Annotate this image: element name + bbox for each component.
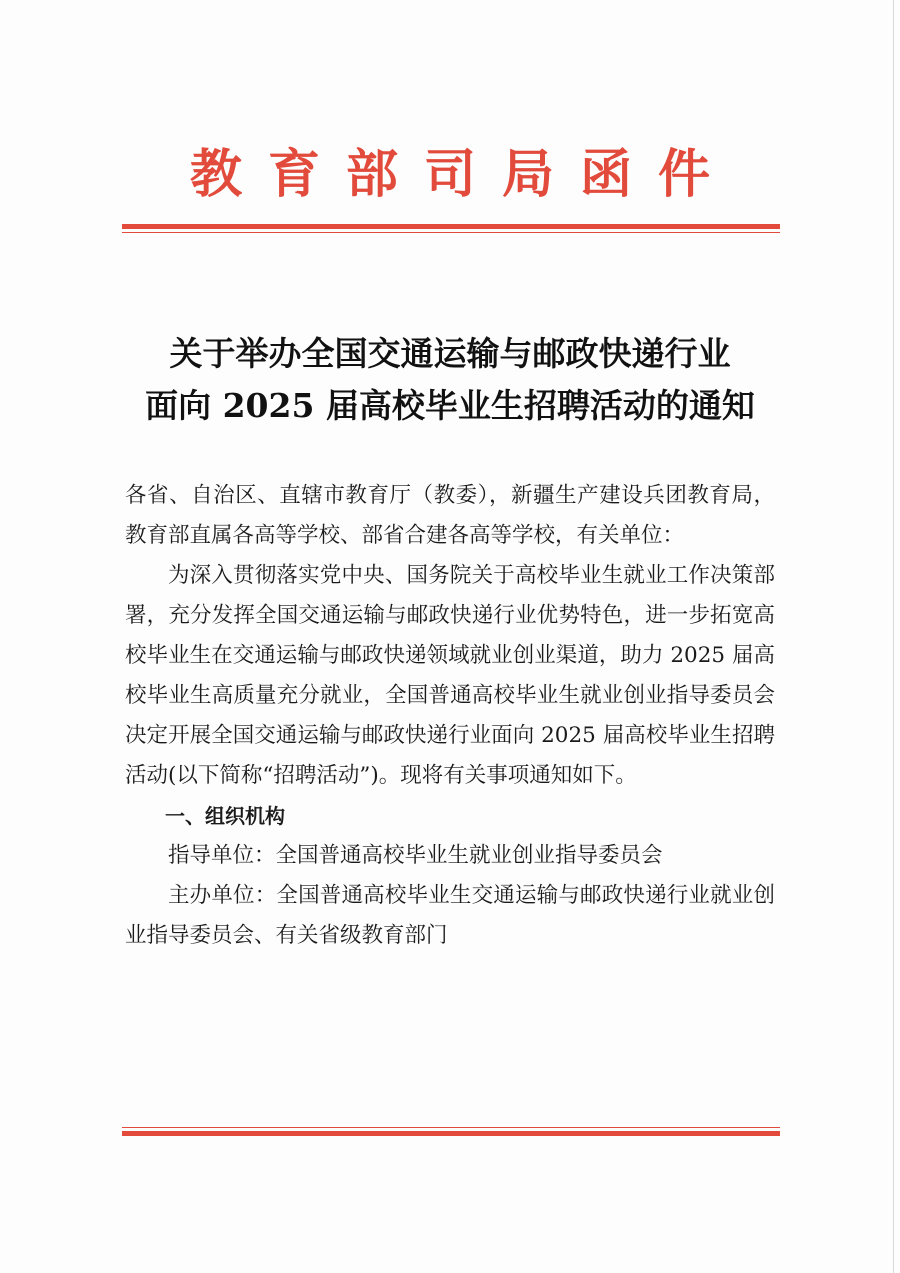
section-heading-organization: 一、组织机构	[165, 804, 285, 828]
title-line-2: 面向 2025 届高校毕业生招聘活动的通知	[145, 386, 755, 425]
addressee: 各省、自治区、直辖市教育厅（教委），新疆生产建设兵团教育局，教育部直属各高等学校、部省合建各高等学校，有关单位：	[125, 483, 775, 548]
document-body	[125, 476, 775, 956]
document-title	[0, 328, 900, 432]
host-unit: 主办单位：全国普通高校毕业生交通运输与邮政快递行业就业创业指导委员会、有关省级教育部门	[125, 883, 775, 948]
intro-paragraph: 为深入贯彻落实党中央、国务院关于高校毕业生就业工作决策部署，充分发挥全国交通运输与邮政快递行业优势特色，进一步拓宽高校毕业生在交通运输与邮政快递领域就业创业渠道，助力 2025 届高校毕业生高质量充分就业，全国普通高校毕业生就业创业指导委员会决定开展全国交通运输与邮政快递行业面向 2025 届高校毕业生招聘活动(以下简称“招聘活动”)。现将有关事项通知如下。	[125, 563, 775, 788]
guide-unit: 指导单位：全国普通高校毕业生就业创业指导委员会	[168, 843, 663, 868]
title-line-1: 关于举办全国交通运输与邮政快递行业	[169, 334, 731, 373]
letterhead-title: 教育部司局函件	[189, 144, 736, 205]
letterhead-red-rule	[122, 224, 780, 233]
footer-red-rule	[122, 1127, 780, 1136]
